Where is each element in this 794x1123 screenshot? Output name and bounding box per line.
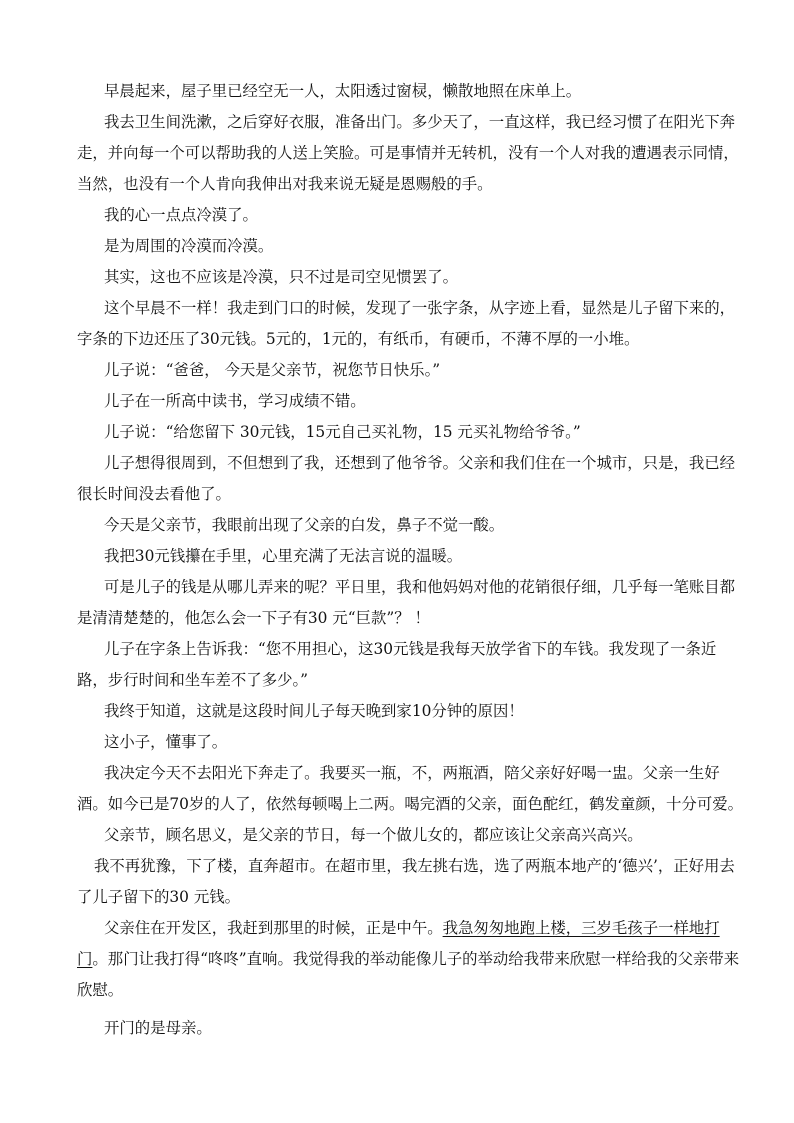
paragraph-line: 是为周围的冷漠而冷漠。 — [104, 237, 274, 255]
paragraph-line — [104, 917, 720, 939]
underlined-sentence: 门 — [77, 950, 93, 968]
paragraph-line: 儿子想得很周到，不但想到了我，还想到了他爷爷。父亲和我们住在一个城市，只是，我已经 — [104, 454, 736, 472]
paragraph-line: 我去卫生间洗漱，之后穿好衣服，准备出门。多少天了，一直这样，我已经习惯了在阳光下奔 — [104, 113, 736, 131]
paragraph-line: 很长时间没去看他了。 — [77, 485, 231, 503]
paragraph-line: 今天是父亲节，我眼前出现了父亲的白发，鼻子不觉一酸。 — [104, 516, 505, 534]
paragraph-line: 字条的下边还压了30元钱。5元的，1元的，有纸币，有硬币，不薄不厚的一小堆。 — [77, 330, 640, 348]
paragraph-line: 可是儿子的钱是从哪儿弄来的呢？平日里，我和他妈妈对他的花销很仔细，几乎每一笔账目都 — [104, 578, 736, 596]
paragraph-line — [77, 948, 739, 970]
paragraph-line: 其实，这也不应该是冷漠，只不过是司空见惯罢了。 — [104, 268, 458, 286]
paragraph-line: 这小子，懂事了。 — [104, 733, 228, 751]
paragraph-line: 儿子在字条上告诉我：“您不用担心，这30元钱是我每天放学省下的车钱。我发现了一条近 — [104, 640, 717, 658]
paragraph-line: 酒。如今已是70岁的人了，依然每顿喝上二两。喝完酒的父亲，面色酡红，鹤发童颜，十分可爱。 — [77, 795, 743, 813]
paragraph-line: 儿子说：“爸爸， 今天是父亲节，祝您节日快乐。” — [104, 361, 441, 379]
paragraph-line: 了儿子留下的30 元钱。 — [77, 888, 240, 906]
underlined-sentence: 我急匆匆地跑上楼，三岁毛孩子一样地打 — [442, 919, 720, 937]
paragraph-line: 我决定今天不去阳光下奔走了。我要买一瓶，不，两瓶酒，陪父亲好好喝一盅。父亲一生好 — [104, 764, 720, 782]
paragraph-line: 我不再犹豫，下了楼，直奔超市。在超市里，我左挑右选，选了两瓶本地产的‘德兴’，正好用去 — [94, 857, 735, 875]
paragraph-line: 路，步行时间和坐车差不了多少。” — [77, 671, 309, 689]
paragraph-text: 。那门让我打得“咚咚”直响。我觉得我的举动能像儿子的举动给我带来欣慰一样给我的父亲带来 — [92, 950, 740, 968]
paragraph-line: 当然，也没有一个人肯向我伸出对我来说无疑是恩赐般的手。 — [77, 175, 493, 193]
paragraph-line: 儿子在一所高中读书，学习成绩不错。 — [104, 392, 366, 410]
paragraph-line: 是清清楚楚的，他怎么会一下子有30 元“巨款”？ ！ — [77, 609, 430, 627]
paragraph-line: 我的心一点点冷漠了。 — [104, 206, 258, 224]
paragraph-line: 欣慰。 — [77, 981, 124, 999]
paragraph-line: 这个早晨不一样！我走到门口的时候，发现了一张字条，从字迹上看，显然是儿子留下来的， — [104, 299, 736, 317]
paragraph-line: 开门的是母亲。 — [104, 1019, 212, 1037]
paragraph-line: 走，并向每一个可以帮助我的人送上笑脸。可是事情并无转机，没有一个人对我的遭遇表示同情， — [77, 144, 739, 162]
paragraph-line: 父亲节，顾名思义，是父亲的节日，每一个做儿女的，都应该让父亲高兴高兴。 — [104, 826, 643, 844]
paragraph-line: 我把30元钱攥在手里，心里充满了无法言说的温暖。 — [104, 547, 463, 565]
paragraph-line: 我终于知道，这就是这段时间儿子每天晚到家10分钟的原因！ — [104, 702, 524, 720]
paragraph-text: 父亲住在开发区，我赶到那里的时候，正是中午。 — [104, 919, 443, 937]
paragraph-line: 早晨起来，屋子里已经空无一人，太阳透过窗棂，懒散地照在床单上。 — [104, 82, 582, 100]
paragraph-line: 儿子说：“给您留下 30元钱，15元自己买礼物，15 元买礼物给爷爷。” — [104, 423, 581, 441]
